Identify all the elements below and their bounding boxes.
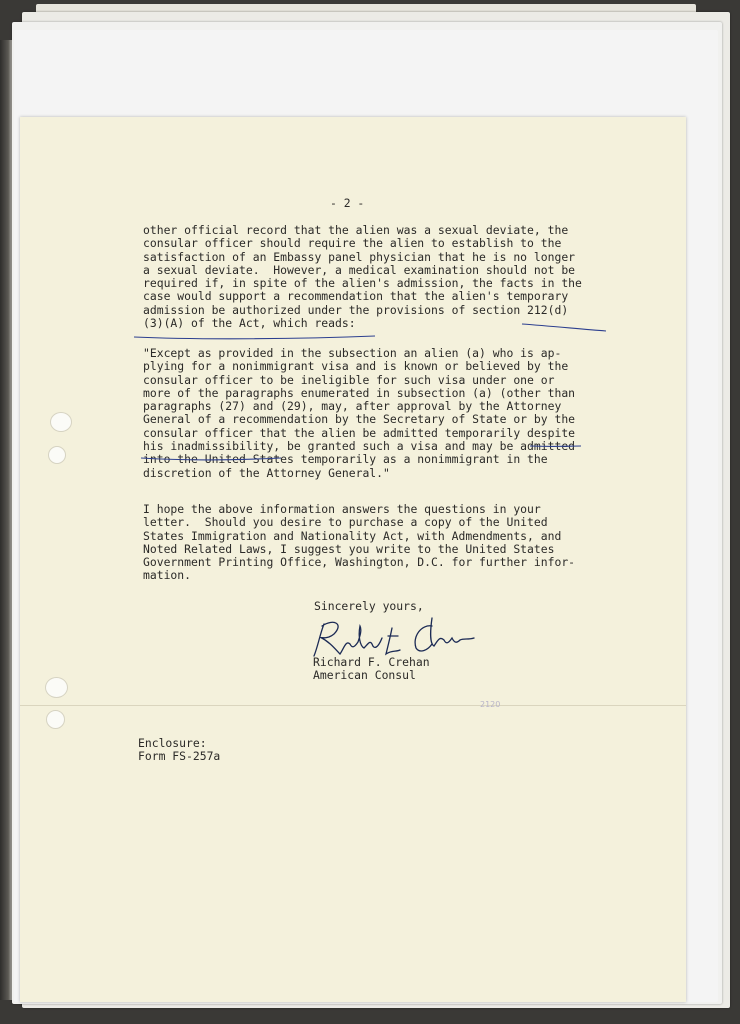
paragraph-3: I hope the above information answers the questions in your letter. Should you desire to purchase a copy of the United States Immigration and Nationality Act, with Admendments, and Noted Related Laws, I suggest you write to the United States Government Printing Office, Washington, D.C. for further infor- mation. (143, 502, 576, 583)
punch-hole (45, 677, 68, 698)
page-number: - 2 - (330, 196, 365, 210)
margin-pencil-mark: 2120 (480, 700, 501, 709)
enclosure-block (138, 737, 220, 764)
quoted-statute-paragraph: "Except as provided in the subsection an alien (a) who is ap- plying for a nonimmigrant visa and is known or believed by the consular officer to be ineligible for such visa under one or more of the paragraphs enumerated in subsection (a) (other than paragraphs (27) and (29), may, after approval by the Attorney General of a recommendation by the Secretary of State or by the consular officer that the alien be admitted temporarily despite his inadmissibility, be granted such a visa and may be admitted into the United States temporarily as a nonimmigrant in the discretion of the Attorney General." (143, 346, 576, 480)
punch-hole (48, 446, 66, 464)
enclosure-item: Form FS-257a (138, 749, 221, 764)
signer-name: Richard F. Crehan (313, 655, 430, 669)
signer-title: American Consul (313, 668, 416, 683)
paper-fold-line (20, 705, 686, 706)
punch-hole (50, 412, 72, 432)
punch-hole (46, 710, 65, 729)
enclosure-label: Enclosure: (138, 736, 207, 750)
handwritten-signature-icon (300, 614, 475, 662)
closing-salutation: Sincerely yours, (314, 599, 424, 613)
paragraph-1: other official record that the alien was a sexual deviate, the consular officer should require the alien to establish to the satisfaction of an Embassy panel physician that he is no longer a sexual deviate. However, a medical examination should not be required if, in spite of the alien's admission, the facts in the case would support a recommendation that the alien's temporary admission be authorized under the provisions of section 212(d) (3)(A) of the Act, which reads: (143, 223, 582, 331)
